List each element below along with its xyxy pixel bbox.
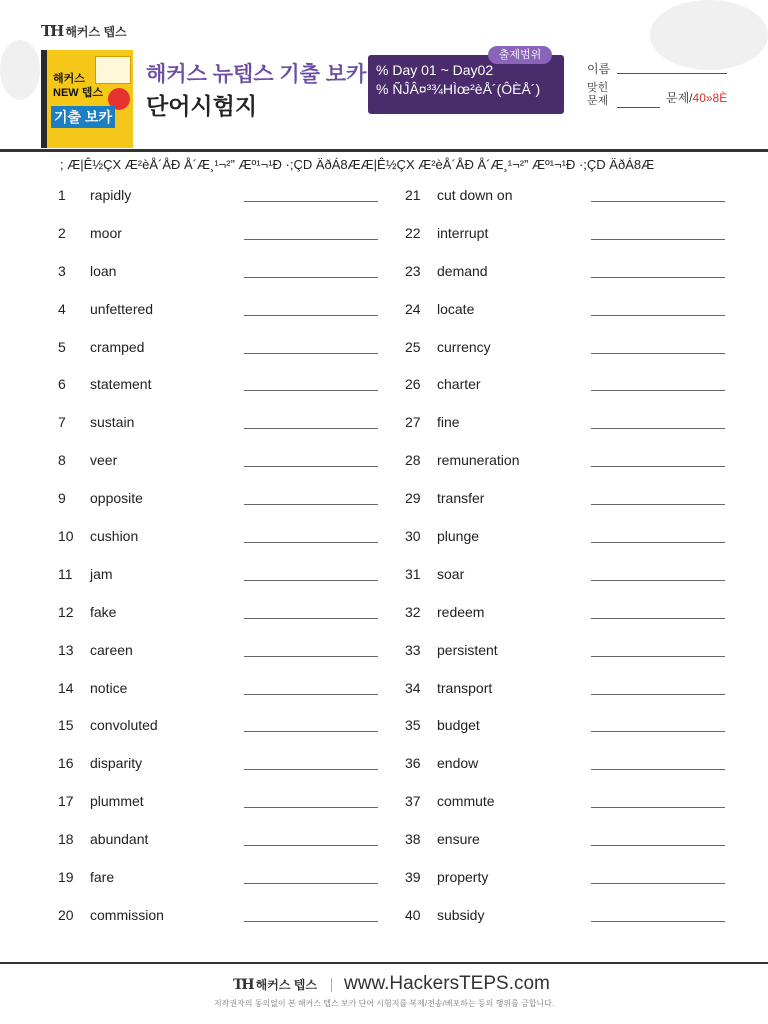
vocab-word: plunge [437, 528, 480, 545]
footer-url: www.HackersTEPS.com [344, 973, 550, 994]
answer-blank[interactable] [591, 201, 725, 202]
word-row [58, 485, 388, 523]
question-number: 7 [58, 414, 66, 431]
word-row [58, 902, 388, 940]
vocab-word: redeem [437, 603, 485, 620]
word-row [405, 447, 735, 485]
range-line-1: % Day 01 ~ Day02 [376, 62, 494, 78]
word-row [405, 712, 735, 750]
question-number: 5 [58, 338, 66, 355]
book-cover-image [41, 50, 133, 148]
word-column-right [405, 182, 735, 940]
brand-logo-footer [233, 976, 317, 993]
word-row [405, 637, 735, 675]
question-number: 28 [405, 452, 421, 469]
word-row [58, 220, 388, 258]
word-row [58, 788, 388, 826]
question-number: 40 [405, 906, 421, 923]
question-total [666, 89, 727, 106]
vocab-word: statement [90, 376, 152, 393]
background-decoration [0, 40, 40, 100]
answer-blank[interactable] [244, 239, 378, 240]
word-column-left [58, 182, 388, 940]
brand-logo-top [41, 22, 127, 40]
word-row [405, 788, 735, 826]
correct-count-field[interactable] [617, 107, 660, 108]
vocab-word: cut down on [437, 187, 513, 203]
vocab-word: commute [437, 793, 495, 810]
vocab-word: notice [90, 679, 128, 696]
vocab-word: remuneration [437, 452, 520, 469]
word-row [405, 409, 735, 447]
word-row [58, 675, 388, 713]
answer-blank[interactable] [591, 315, 725, 316]
page-subtitle: 단어시험지 [146, 93, 258, 119]
word-row [405, 485, 735, 523]
footer-brand-mark: TH [233, 976, 253, 993]
vocab-word: persistent [437, 641, 498, 658]
answer-blank[interactable] [591, 883, 725, 884]
word-row [405, 561, 735, 599]
answer-blank[interactable] [244, 353, 378, 354]
book-cover-subtitle: 기출 보카 [51, 106, 115, 128]
brand-mark: TH [41, 22, 63, 40]
word-row [58, 334, 388, 372]
vocab-word: disparity [90, 755, 143, 772]
answer-blank[interactable] [591, 277, 725, 278]
header-divider [0, 149, 768, 152]
answer-blank[interactable] [591, 353, 725, 354]
answer-blank[interactable] [244, 580, 378, 581]
answer-blank[interactable] [244, 807, 378, 808]
question-number: 22 [405, 224, 421, 241]
question-number: 3 [58, 262, 66, 279]
answer-blank[interactable] [244, 277, 378, 278]
answer-blank[interactable] [244, 466, 378, 467]
vocab-word: soar [437, 565, 465, 582]
vocab-word: subsidy [437, 906, 485, 923]
range-line-2: % ÑĴÂ¤³¾HÌœ²èÅ´(ÔÈÅ´) [376, 81, 541, 97]
name-label: 이름 [587, 62, 611, 76]
answer-blank[interactable] [244, 428, 378, 429]
question-total-label: 문제/ [666, 91, 693, 105]
question-number: 19 [58, 869, 74, 886]
question-number: 26 [405, 376, 421, 393]
vocab-word: cushion [90, 528, 139, 545]
question-number: 8 [58, 452, 66, 469]
vocab-word: cramped [90, 338, 145, 355]
vocab-word: sustain [90, 414, 135, 431]
answer-blank[interactable] [244, 504, 378, 505]
question-number: 30 [405, 528, 421, 545]
answer-blank[interactable] [591, 580, 725, 581]
word-row [58, 409, 388, 447]
correct-count-label: 맞힌 문제 [587, 82, 609, 107]
answer-blank[interactable] [244, 390, 378, 391]
vocab-word: veer [90, 452, 118, 469]
question-number: 33 [405, 641, 421, 658]
question-number: 29 [405, 490, 421, 507]
question-number: 11 [58, 565, 73, 582]
question-number: 17 [58, 793, 74, 810]
answer-blank[interactable] [591, 504, 725, 505]
question-number: 31 [405, 565, 421, 582]
word-row [58, 864, 388, 902]
answer-blank[interactable] [244, 656, 378, 657]
word-row [405, 371, 735, 409]
question-number: 16 [58, 755, 74, 772]
word-row [405, 599, 735, 637]
word-row [405, 864, 735, 902]
answer-blank[interactable] [244, 883, 378, 884]
word-row [58, 637, 388, 675]
vocab-word: endow [437, 755, 479, 772]
question-number: 35 [405, 717, 421, 734]
answer-blank[interactable] [591, 428, 725, 429]
question-number: 2 [58, 224, 66, 241]
vocab-word: unfettered [90, 300, 154, 317]
vocab-word: ensure [437, 831, 480, 848]
vocab-word: plummet [90, 793, 144, 810]
word-row [58, 712, 388, 750]
word-row [58, 599, 388, 637]
vocab-word: opposite [90, 490, 143, 507]
answer-blank[interactable] [244, 315, 378, 316]
word-row [58, 371, 388, 409]
question-number: 13 [58, 641, 74, 658]
word-row [405, 750, 735, 788]
book-cover-title: 해커스 NEW 텝스 [53, 73, 103, 99]
word-row [405, 296, 735, 334]
vocab-word: commission [90, 906, 164, 923]
question-number: 32 [405, 603, 421, 620]
question-number: 21 [405, 187, 421, 203]
question-number: 14 [58, 679, 74, 696]
question-number: 38 [405, 831, 421, 848]
word-row [58, 296, 388, 334]
word-row [58, 826, 388, 864]
background-decoration [650, 0, 768, 70]
footer-divider [0, 962, 768, 964]
question-number: 9 [58, 490, 66, 507]
answer-blank[interactable] [244, 845, 378, 846]
answer-blank[interactable] [244, 201, 378, 202]
answer-blank[interactable] [591, 769, 725, 770]
vocab-word: abundant [90, 831, 149, 848]
vocab-word: jam [90, 565, 113, 582]
vocab-word: budget [437, 717, 480, 734]
instruction-text: ; Æ|Ê½ÇX Æ²èÅ´ÅÐ Å´Æ¸¹¬²” Æº¹¬¹Ð ·;ÇD ÄðÁ8ÆÆ|Ê½ÇX Æ²èÅ´ÅÐ Å´Æ¸¹¬²” Æº¹¬¹Ð ·;ÇD ÄðÁ8Æ [60, 157, 655, 172]
answer-blank[interactable] [244, 921, 378, 922]
page-title: 해커스 뉴텝스 기출 보카 [146, 63, 367, 86]
vocab-word: demand [437, 262, 488, 279]
question-number: 39 [405, 869, 421, 886]
copyright-notice: 저작권자의 동의없이 본 해커스 텝스 보카 단어 시험지를 복제/전송/배포하는 등의 행위를 금합니다. [213, 999, 555, 1008]
word-row [405, 523, 735, 561]
question-number: 18 [58, 831, 74, 848]
vocab-word: moor [90, 224, 122, 241]
answer-blank[interactable] [244, 542, 378, 543]
question-number: 4 [58, 300, 66, 317]
answer-blank[interactable] [591, 466, 725, 467]
answer-blank[interactable] [591, 694, 725, 695]
word-row [58, 523, 388, 561]
question-number: 34 [405, 679, 421, 696]
vocab-word: convoluted [90, 717, 158, 734]
word-row [58, 182, 388, 220]
word-row [58, 561, 388, 599]
question-number: 36 [405, 755, 421, 772]
vocab-word: rapidly [90, 187, 132, 203]
answer-blank[interactable] [591, 239, 725, 240]
answer-blank[interactable] [591, 921, 725, 922]
word-row [405, 826, 735, 864]
question-number: 1 [58, 187, 66, 203]
vocab-word: charter [437, 376, 481, 393]
answer-blank[interactable] [591, 542, 725, 543]
brand-name: 해커스 텝스 [65, 24, 127, 39]
vocab-word: property [437, 869, 489, 886]
answer-blank[interactable] [244, 694, 378, 695]
question-number: 37 [405, 793, 421, 810]
range-badge: 출제범위 [488, 46, 552, 64]
question-number: 27 [405, 414, 421, 431]
question-total-count: 40»8È [692, 91, 728, 105]
vocab-word: loan [90, 262, 117, 279]
word-row [405, 258, 735, 296]
answer-blank[interactable] [591, 731, 725, 732]
question-number: 20 [58, 906, 74, 923]
word-row [58, 750, 388, 788]
word-row [405, 220, 735, 258]
vocab-word: locate [437, 300, 475, 317]
vocab-word: careen [90, 641, 133, 658]
answer-blank[interactable] [591, 390, 725, 391]
answer-blank[interactable] [244, 618, 378, 619]
answer-blank[interactable] [591, 845, 725, 846]
word-row [405, 334, 735, 372]
vocab-word: fine [437, 414, 460, 431]
answer-blank[interactable] [244, 731, 378, 732]
question-number: 15 [58, 717, 74, 734]
footer-brand-name: 해커스 텝스 [255, 978, 317, 992]
name-field[interactable] [617, 73, 727, 74]
question-number: 12 [58, 603, 74, 620]
vocab-word: transfer [437, 490, 485, 507]
vocab-word: transport [437, 679, 493, 696]
question-number: 23 [405, 262, 421, 279]
word-row [58, 447, 388, 485]
answer-blank[interactable] [591, 807, 725, 808]
answer-blank[interactable] [244, 769, 378, 770]
vocab-word: currency [437, 338, 491, 355]
vocab-word: interrupt [437, 224, 489, 241]
answer-blank[interactable] [591, 618, 725, 619]
answer-blank[interactable] [591, 656, 725, 657]
word-row [405, 182, 735, 220]
vocab-word: fare [90, 869, 115, 886]
question-number: 6 [58, 376, 66, 393]
vocab-word: fake [90, 603, 117, 620]
question-number: 24 [405, 300, 421, 317]
word-row [405, 675, 735, 713]
word-row [405, 902, 735, 940]
footer-separator [331, 978, 332, 992]
word-row [58, 258, 388, 296]
question-number: 25 [405, 338, 421, 355]
question-number: 10 [58, 528, 74, 545]
